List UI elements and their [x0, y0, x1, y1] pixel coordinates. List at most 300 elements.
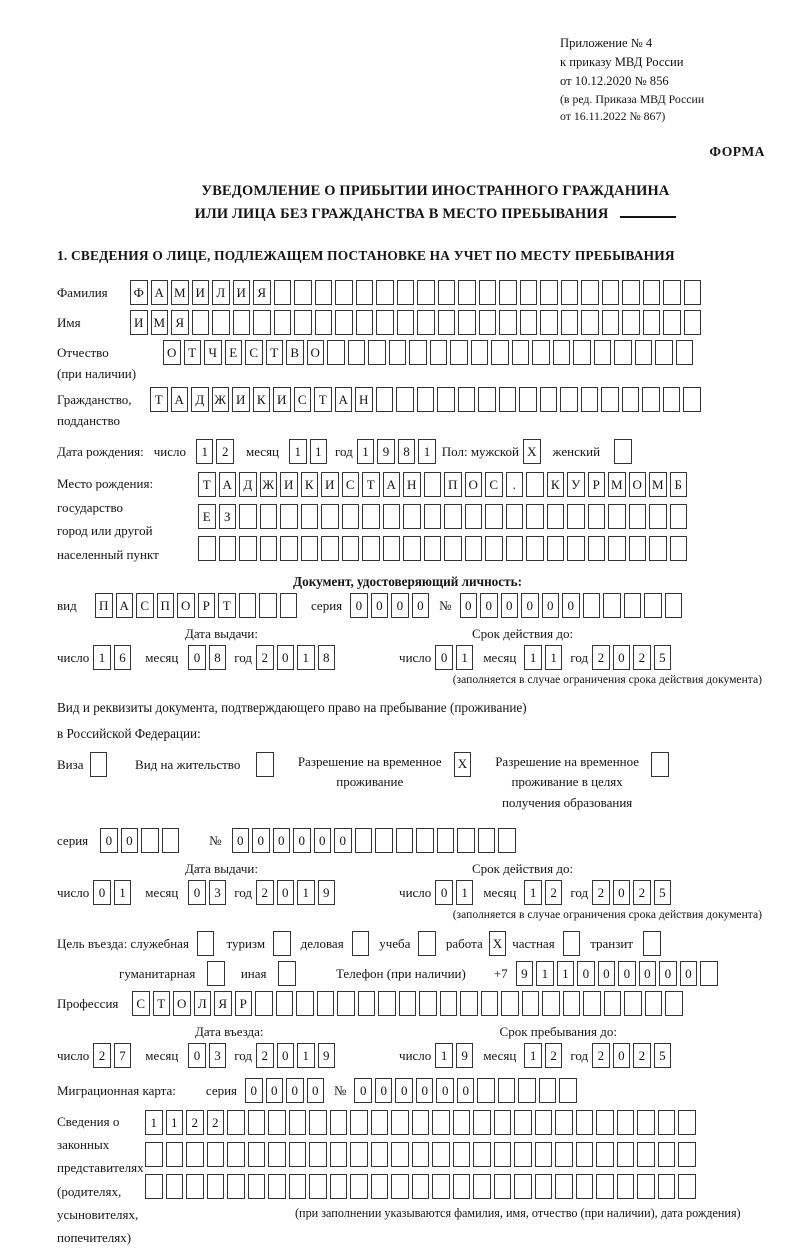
char-cell[interactable]: О: [307, 340, 325, 365]
char-cell[interactable]: [337, 991, 355, 1016]
char-cell[interactable]: Е: [198, 504, 216, 529]
char-cell[interactable]: [519, 387, 537, 412]
char-cell[interactable]: [219, 536, 237, 561]
char-cell[interactable]: [555, 1174, 573, 1199]
char-cell[interactable]: 5: [654, 1043, 672, 1068]
char-cell[interactable]: [259, 593, 277, 618]
char-cell[interactable]: [409, 340, 427, 365]
char-cell[interactable]: М: [171, 280, 189, 305]
char-cell[interactable]: [458, 310, 476, 335]
char-cell[interactable]: [473, 1142, 491, 1167]
char-cell[interactable]: [576, 1110, 594, 1135]
char-cell[interactable]: [321, 536, 339, 561]
char-cell[interactable]: [330, 1174, 348, 1199]
char-cell[interactable]: 1: [93, 645, 111, 670]
phone-field[interactable]: [516, 961, 718, 986]
char-cell[interactable]: Б: [670, 472, 688, 497]
char-cell[interactable]: [274, 280, 292, 305]
migration-series-field[interactable]: [245, 1078, 324, 1103]
char-cell[interactable]: 2: [633, 1043, 651, 1068]
char-cell[interactable]: З: [219, 504, 237, 529]
char-cell[interactable]: [412, 1142, 430, 1167]
char-cell[interactable]: [350, 1110, 368, 1135]
char-cell[interactable]: [166, 1174, 184, 1199]
char-cell[interactable]: [352, 931, 370, 956]
char-cell[interactable]: [371, 1142, 389, 1167]
birth-year-field[interactable]: [357, 439, 436, 464]
char-cell[interactable]: А: [219, 472, 237, 497]
char-cell[interactable]: Р: [588, 472, 606, 497]
char-cell[interactable]: [268, 1174, 286, 1199]
char-cell[interactable]: [335, 310, 353, 335]
char-cell[interactable]: [145, 1174, 163, 1199]
char-cell[interactable]: 0: [350, 593, 368, 618]
char-cell[interactable]: [355, 828, 373, 853]
purpose-other-checkbox[interactable]: [278, 961, 296, 986]
char-cell[interactable]: [526, 472, 544, 497]
char-cell[interactable]: [479, 280, 497, 305]
char-cell[interactable]: [506, 504, 524, 529]
char-cell[interactable]: Ж: [212, 387, 230, 412]
char-cell[interactable]: [479, 310, 497, 335]
char-cell[interactable]: 2: [93, 1043, 111, 1068]
char-cell[interactable]: [542, 991, 560, 1016]
char-cell[interactable]: 1: [524, 880, 542, 905]
char-cell[interactable]: [491, 340, 509, 365]
char-cell[interactable]: [248, 1110, 266, 1135]
char-cell[interactable]: [602, 280, 620, 305]
char-cell[interactable]: [391, 1110, 409, 1135]
char-cell[interactable]: [371, 1174, 389, 1199]
char-cell[interactable]: 5: [654, 880, 672, 905]
char-cell[interactable]: [617, 1142, 635, 1167]
char-cell[interactable]: [186, 1174, 204, 1199]
char-cell[interactable]: [514, 1174, 532, 1199]
char-cell[interactable]: [583, 593, 601, 618]
char-cell[interactable]: 2: [633, 645, 651, 670]
birth-place-row1[interactable]: [198, 472, 687, 497]
char-cell[interactable]: [330, 1142, 348, 1167]
char-cell[interactable]: О: [177, 593, 195, 618]
char-cell[interactable]: [90, 752, 108, 777]
stay-month-field[interactable]: [524, 1043, 562, 1068]
char-cell[interactable]: [253, 310, 271, 335]
representatives-row3[interactable]: [145, 1174, 741, 1199]
char-cell[interactable]: [588, 536, 606, 561]
char-cell[interactable]: 0: [121, 828, 139, 853]
birth-month-field[interactable]: [289, 439, 327, 464]
char-cell[interactable]: [485, 504, 503, 529]
char-cell[interactable]: [227, 1110, 245, 1135]
char-cell[interactable]: М: [649, 472, 667, 497]
char-cell[interactable]: [663, 280, 681, 305]
char-cell[interactable]: И: [232, 387, 250, 412]
char-cell[interactable]: 1: [524, 645, 542, 670]
char-cell[interactable]: 1: [310, 439, 328, 464]
char-cell[interactable]: Т: [198, 472, 216, 497]
char-cell[interactable]: [268, 1110, 286, 1135]
char-cell[interactable]: [624, 991, 642, 1016]
char-cell[interactable]: [315, 280, 333, 305]
char-cell[interactable]: [622, 280, 640, 305]
char-cell[interactable]: [376, 310, 394, 335]
char-cell[interactable]: 2: [256, 1043, 274, 1068]
char-cell[interactable]: [514, 1110, 532, 1135]
char-cell[interactable]: 0: [245, 1078, 263, 1103]
char-cell[interactable]: Л: [212, 280, 230, 305]
char-cell[interactable]: [391, 1142, 409, 1167]
char-cell[interactable]: 5: [654, 645, 672, 670]
char-cell[interactable]: [397, 280, 415, 305]
char-cell[interactable]: [561, 310, 579, 335]
char-cell[interactable]: [684, 310, 702, 335]
char-cell[interactable]: [665, 991, 683, 1016]
char-cell[interactable]: М: [151, 310, 169, 335]
char-cell[interactable]: [375, 828, 393, 853]
char-cell[interactable]: [430, 340, 448, 365]
char-cell[interactable]: [478, 828, 496, 853]
char-cell[interactable]: 0: [277, 880, 295, 905]
char-cell[interactable]: [594, 340, 612, 365]
char-cell[interactable]: [494, 1142, 512, 1167]
stay-day-field[interactable]: [435, 1043, 473, 1068]
char-cell[interactable]: [601, 387, 619, 412]
char-cell[interactable]: [256, 752, 274, 777]
char-cell[interactable]: [198, 536, 216, 561]
char-cell[interactable]: [383, 504, 401, 529]
char-cell[interactable]: [389, 340, 407, 365]
char-cell[interactable]: [567, 536, 585, 561]
char-cell[interactable]: [540, 310, 558, 335]
char-cell[interactable]: [596, 1142, 614, 1167]
char-cell[interactable]: И: [280, 472, 298, 497]
char-cell[interactable]: [532, 340, 550, 365]
char-cell[interactable]: В: [286, 340, 304, 365]
char-cell[interactable]: [396, 387, 414, 412]
char-cell[interactable]: [658, 1110, 676, 1135]
char-cell[interactable]: Е: [225, 340, 243, 365]
char-cell[interactable]: Н: [403, 472, 421, 497]
char-cell[interactable]: [289, 1110, 307, 1135]
char-cell[interactable]: [473, 1110, 491, 1135]
char-cell[interactable]: [371, 1110, 389, 1135]
char-cell[interactable]: [289, 1142, 307, 1167]
residence-number-field[interactable]: [232, 828, 516, 853]
char-cell[interactable]: [526, 536, 544, 561]
char-cell[interactable]: 2: [216, 439, 234, 464]
char-cell[interactable]: [563, 931, 581, 956]
char-cell[interactable]: 9: [377, 439, 395, 464]
char-cell[interactable]: [417, 310, 435, 335]
char-cell[interactable]: [342, 504, 360, 529]
patronymic-field[interactable]: [163, 340, 693, 365]
char-cell[interactable]: [676, 340, 694, 365]
char-cell[interactable]: [506, 536, 524, 561]
char-cell[interactable]: [670, 504, 688, 529]
char-cell[interactable]: [437, 387, 455, 412]
char-cell[interactable]: И: [130, 310, 148, 335]
char-cell[interactable]: 0: [460, 593, 478, 618]
char-cell[interactable]: [248, 1174, 266, 1199]
char-cell[interactable]: 0: [613, 645, 631, 670]
char-cell[interactable]: 0: [232, 828, 250, 853]
char-cell[interactable]: [643, 931, 661, 956]
char-cell[interactable]: [342, 536, 360, 561]
char-cell[interactable]: А: [383, 472, 401, 497]
char-cell[interactable]: 0: [435, 880, 453, 905]
char-cell[interactable]: С: [245, 340, 263, 365]
char-cell[interactable]: 1: [557, 961, 575, 986]
char-cell[interactable]: [239, 536, 257, 561]
char-cell[interactable]: И: [321, 472, 339, 497]
char-cell[interactable]: О: [629, 472, 647, 497]
doc-issue-day[interactable]: [93, 645, 131, 670]
char-cell[interactable]: 0: [266, 1078, 284, 1103]
char-cell[interactable]: [499, 310, 517, 335]
char-cell[interactable]: [539, 1078, 557, 1103]
char-cell[interactable]: [450, 340, 468, 365]
char-cell[interactable]: 8: [398, 439, 416, 464]
purpose-private-checkbox[interactable]: [563, 931, 581, 956]
char-cell[interactable]: 0: [188, 645, 206, 670]
char-cell[interactable]: [391, 1174, 409, 1199]
char-cell[interactable]: 0: [188, 880, 206, 905]
stay-year-field[interactable]: [592, 1043, 671, 1068]
char-cell[interactable]: 1: [456, 645, 474, 670]
char-cell[interactable]: [280, 504, 298, 529]
char-cell[interactable]: 0: [371, 593, 389, 618]
char-cell[interactable]: [560, 387, 578, 412]
entry-year-field[interactable]: [256, 1043, 335, 1068]
char-cell[interactable]: [453, 1174, 471, 1199]
char-cell[interactable]: [643, 280, 661, 305]
char-cell[interactable]: 1: [545, 645, 563, 670]
char-cell[interactable]: [273, 931, 291, 956]
char-cell[interactable]: 1: [297, 1043, 315, 1068]
char-cell[interactable]: [573, 340, 591, 365]
char-cell[interactable]: [260, 504, 278, 529]
char-cell[interactable]: А: [151, 280, 169, 305]
char-cell[interactable]: [553, 340, 571, 365]
char-cell[interactable]: [356, 310, 374, 335]
char-cell[interactable]: [440, 991, 458, 1016]
char-cell[interactable]: 9: [516, 961, 534, 986]
char-cell[interactable]: Я: [253, 280, 271, 305]
char-cell[interactable]: Ф: [130, 280, 148, 305]
char-cell[interactable]: П: [444, 472, 462, 497]
char-cell[interactable]: [678, 1174, 696, 1199]
surname-field[interactable]: [130, 280, 701, 305]
char-cell[interactable]: 0: [375, 1078, 393, 1103]
char-cell[interactable]: 0: [598, 961, 616, 986]
profession-field[interactable]: [132, 991, 683, 1016]
purpose-transit-checkbox[interactable]: [643, 931, 661, 956]
char-cell[interactable]: Т: [153, 991, 171, 1016]
char-cell[interactable]: [399, 991, 417, 1016]
char-cell[interactable]: Т: [314, 387, 332, 412]
char-cell[interactable]: С: [294, 387, 312, 412]
char-cell[interactable]: [581, 280, 599, 305]
char-cell[interactable]: [376, 280, 394, 305]
char-cell[interactable]: [501, 991, 519, 1016]
char-cell[interactable]: [289, 1174, 307, 1199]
char-cell[interactable]: [141, 828, 159, 853]
char-cell[interactable]: 2: [545, 1043, 563, 1068]
char-cell[interactable]: [417, 280, 435, 305]
char-cell[interactable]: Р: [198, 593, 216, 618]
char-cell[interactable]: [296, 991, 314, 1016]
char-cell[interactable]: [239, 504, 257, 529]
char-cell[interactable]: [403, 536, 421, 561]
char-cell[interactable]: [478, 387, 496, 412]
char-cell[interactable]: [376, 387, 394, 412]
char-cell[interactable]: С: [342, 472, 360, 497]
char-cell[interactable]: Т: [266, 340, 284, 365]
char-cell[interactable]: 0: [521, 593, 539, 618]
char-cell[interactable]: [453, 1110, 471, 1135]
char-cell[interactable]: [294, 310, 312, 335]
char-cell[interactable]: 0: [314, 828, 332, 853]
char-cell[interactable]: [417, 387, 435, 412]
char-cell[interactable]: [162, 828, 180, 853]
char-cell[interactable]: [315, 310, 333, 335]
char-cell[interactable]: [540, 280, 558, 305]
char-cell[interactable]: 1: [166, 1110, 184, 1135]
char-cell[interactable]: [624, 593, 642, 618]
doc-series-field[interactable]: [350, 593, 429, 618]
char-cell[interactable]: 3: [209, 880, 227, 905]
doc-issue-year[interactable]: [256, 645, 335, 670]
doc-valid-day[interactable]: [435, 645, 473, 670]
char-cell[interactable]: [418, 931, 436, 956]
char-cell[interactable]: 0: [286, 1078, 304, 1103]
char-cell[interactable]: 9: [318, 880, 336, 905]
char-cell[interactable]: П: [157, 593, 175, 618]
char-cell[interactable]: [485, 536, 503, 561]
char-cell[interactable]: [327, 340, 345, 365]
doc-type-field[interactable]: [95, 593, 297, 618]
char-cell[interactable]: [186, 1142, 204, 1167]
char-cell[interactable]: [535, 1110, 553, 1135]
char-cell[interactable]: [700, 961, 718, 986]
char-cell[interactable]: 0: [277, 645, 295, 670]
char-cell[interactable]: 2: [592, 1043, 610, 1068]
char-cell[interactable]: [477, 1078, 495, 1103]
char-cell[interactable]: 1: [435, 1043, 453, 1068]
char-cell[interactable]: [658, 1174, 676, 1199]
char-cell[interactable]: [637, 1174, 655, 1199]
char-cell[interactable]: П: [95, 593, 113, 618]
char-cell[interactable]: 2: [186, 1110, 204, 1135]
residence-issue-year[interactable]: [256, 880, 335, 905]
char-cell[interactable]: 0: [252, 828, 270, 853]
char-cell[interactable]: [622, 387, 640, 412]
char-cell[interactable]: [356, 280, 374, 305]
char-cell[interactable]: [473, 1174, 491, 1199]
char-cell[interactable]: [424, 504, 442, 529]
char-cell[interactable]: X: [523, 439, 541, 464]
entry-month-field[interactable]: [188, 1043, 226, 1068]
char-cell[interactable]: 0: [188, 1043, 206, 1068]
char-cell[interactable]: [255, 991, 273, 1016]
char-cell[interactable]: [684, 280, 702, 305]
char-cell[interactable]: [596, 1110, 614, 1135]
char-cell[interactable]: 2: [592, 880, 610, 905]
char-cell[interactable]: [274, 310, 292, 335]
char-cell[interactable]: [678, 1110, 696, 1135]
char-cell[interactable]: [280, 536, 298, 561]
char-cell[interactable]: [655, 340, 673, 365]
char-cell[interactable]: [498, 828, 516, 853]
char-cell[interactable]: [522, 991, 540, 1016]
char-cell[interactable]: [268, 1142, 286, 1167]
char-cell[interactable]: [603, 593, 621, 618]
char-cell[interactable]: 1: [536, 961, 554, 986]
char-cell[interactable]: К: [253, 387, 271, 412]
char-cell[interactable]: 2: [545, 880, 563, 905]
char-cell[interactable]: 1: [196, 439, 214, 464]
char-cell[interactable]: [481, 991, 499, 1016]
char-cell[interactable]: О: [163, 340, 181, 365]
char-cell[interactable]: И: [273, 387, 291, 412]
char-cell[interactable]: 1: [297, 645, 315, 670]
migration-number-field[interactable]: [354, 1078, 577, 1103]
char-cell[interactable]: Ч: [204, 340, 222, 365]
char-cell[interactable]: [614, 340, 632, 365]
char-cell[interactable]: Т: [150, 387, 168, 412]
doc-number-field[interactable]: [460, 593, 683, 618]
char-cell[interactable]: О: [173, 991, 191, 1016]
char-cell[interactable]: М: [608, 472, 626, 497]
char-cell[interactable]: 0: [501, 593, 519, 618]
purpose-study-checkbox[interactable]: [418, 931, 436, 956]
char-cell[interactable]: [644, 593, 662, 618]
char-cell[interactable]: [576, 1142, 594, 1167]
char-cell[interactable]: 8: [318, 645, 336, 670]
char-cell[interactable]: [583, 991, 601, 1016]
char-cell[interactable]: [535, 1174, 553, 1199]
char-cell[interactable]: [581, 387, 599, 412]
char-cell[interactable]: [645, 991, 663, 1016]
char-cell[interactable]: 1: [456, 880, 474, 905]
char-cell[interactable]: К: [547, 472, 565, 497]
char-cell[interactable]: [207, 1142, 225, 1167]
char-cell[interactable]: [412, 1174, 430, 1199]
birth-place-row3[interactable]: [198, 536, 687, 561]
char-cell[interactable]: Ж: [260, 472, 278, 497]
char-cell[interactable]: 0: [562, 593, 580, 618]
char-cell[interactable]: [642, 387, 660, 412]
char-cell[interactable]: [396, 828, 414, 853]
char-cell[interactable]: 9: [456, 1043, 474, 1068]
citizenship-field[interactable]: [150, 387, 701, 412]
char-cell[interactable]: [651, 752, 669, 777]
sex-male-checkbox[interactable]: [523, 439, 541, 464]
char-cell[interactable]: X: [454, 752, 472, 777]
char-cell[interactable]: А: [116, 593, 134, 618]
char-cell[interactable]: 1: [289, 439, 307, 464]
char-cell[interactable]: [350, 1174, 368, 1199]
representatives-row2[interactable]: [145, 1142, 741, 1167]
char-cell[interactable]: 1: [114, 880, 132, 905]
char-cell[interactable]: [629, 536, 647, 561]
char-cell[interactable]: [432, 1174, 450, 1199]
purpose-official-checkbox[interactable]: [197, 931, 215, 956]
char-cell[interactable]: [358, 991, 376, 1016]
visa-checkbox[interactable]: [90, 752, 108, 777]
char-cell[interactable]: С: [132, 991, 150, 1016]
char-cell[interactable]: [622, 310, 640, 335]
